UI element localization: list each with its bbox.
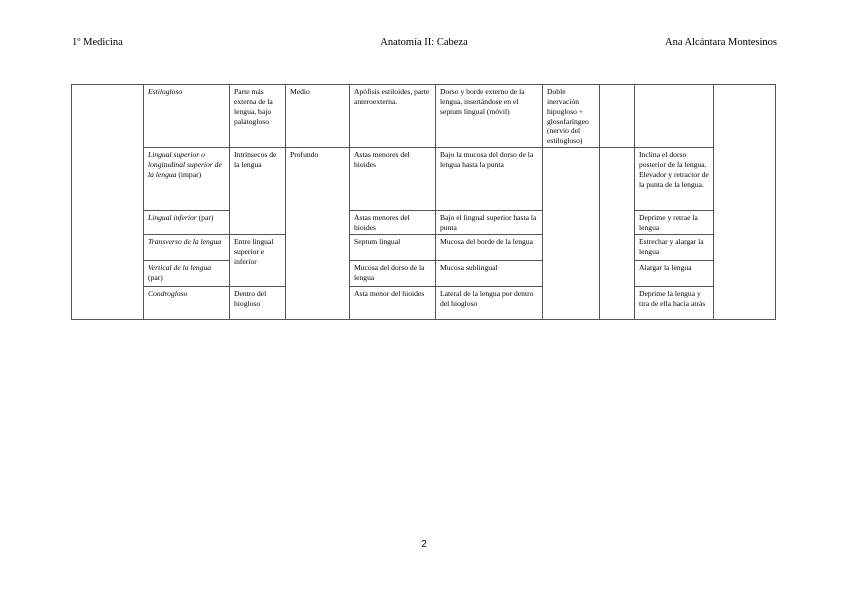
muscle-action: Alargar la lengua (635, 260, 714, 286)
table-row (72, 286, 776, 319)
muscle-location: Intrínsecos de la lengua (230, 148, 286, 235)
header-author: Ana Alcántara Montesinos (665, 37, 777, 48)
muscle-action: Estrechar y alargar la lengua (635, 234, 714, 260)
muscle-name: Vertical de la lengua (par) (144, 260, 230, 286)
muscle-plane: Medio (286, 85, 350, 148)
table-row (72, 234, 776, 260)
muscle-origin: Mucosa del dorso de la lengua (350, 260, 436, 286)
muscle-location: Entre lingual superior e inferior (230, 234, 286, 286)
muscle-name: Transverso de la lengua (144, 234, 230, 260)
muscle-action (635, 85, 714, 148)
muscle-name: Estilogloso (144, 85, 230, 148)
empty-cell (714, 85, 776, 320)
page-number: 2 (421, 539, 427, 550)
table-row (72, 260, 776, 286)
header-course: 1º Medicina (72, 37, 123, 48)
table-row (72, 85, 776, 148)
muscle-origin: Septum lingual (350, 234, 436, 260)
empty-cell (600, 85, 635, 148)
muscle-action: Deprime la lengua y tira de ella hacia atrás (635, 286, 714, 319)
muscle-location: Dentro del hiogloso (230, 286, 286, 319)
muscle-insertion: Dorso y borde externo de la lengua, insertándose en el septum lingual (móvil) (436, 85, 543, 148)
empty-cell (72, 85, 144, 320)
muscle-origin: Apófisis estiloides, parte anteroexterna. (350, 85, 436, 148)
table-row (72, 148, 776, 211)
muscle-location: Parte más externa de la lengua, bajo palatogloso (230, 85, 286, 148)
muscle-insertion: Bajo la mucosa del dorso de la lengua hasta la punta (436, 148, 543, 211)
muscle-name: Condrogloso (144, 286, 230, 319)
muscle-action: Deprime y retrae la lengua (635, 211, 714, 235)
muscle-origin: Astas menores del hioides (350, 148, 436, 211)
empty-cell (600, 148, 635, 320)
muscle-action: Inclina el dorso posterior de la lengua. Elevador y retractor de la punta de la lengua. (635, 148, 714, 211)
muscle-origin: Astas menores del hioides (350, 211, 436, 235)
muscle-plane: Profundo (286, 148, 350, 320)
muscle-name: Lingual inferior (par) (144, 211, 230, 235)
muscle-innervation: Doble inervación hipogloso + glosofaríngeo (nervio del estilogloso) (543, 85, 600, 148)
muscle-insertion: Mucosa del borde de la lengua (436, 234, 543, 260)
muscle-insertion: Lateral de la lengua por dentro del hiogloso (436, 286, 543, 319)
muscle-name: Lingual superior o longitudinal superior de la lengua (impar) (144, 148, 230, 211)
muscle-insertion: Mucosa sublingual (436, 260, 543, 286)
muscle-innervation (543, 148, 600, 320)
muscle-insertion: Bajo el lingual superior hasta la punta (436, 211, 543, 235)
muscle-table (71, 84, 776, 320)
muscle-origin: Asta menor del hioides (350, 286, 436, 319)
table-row (72, 211, 776, 235)
header-title: Anatomía II: Cabeza (380, 37, 468, 48)
